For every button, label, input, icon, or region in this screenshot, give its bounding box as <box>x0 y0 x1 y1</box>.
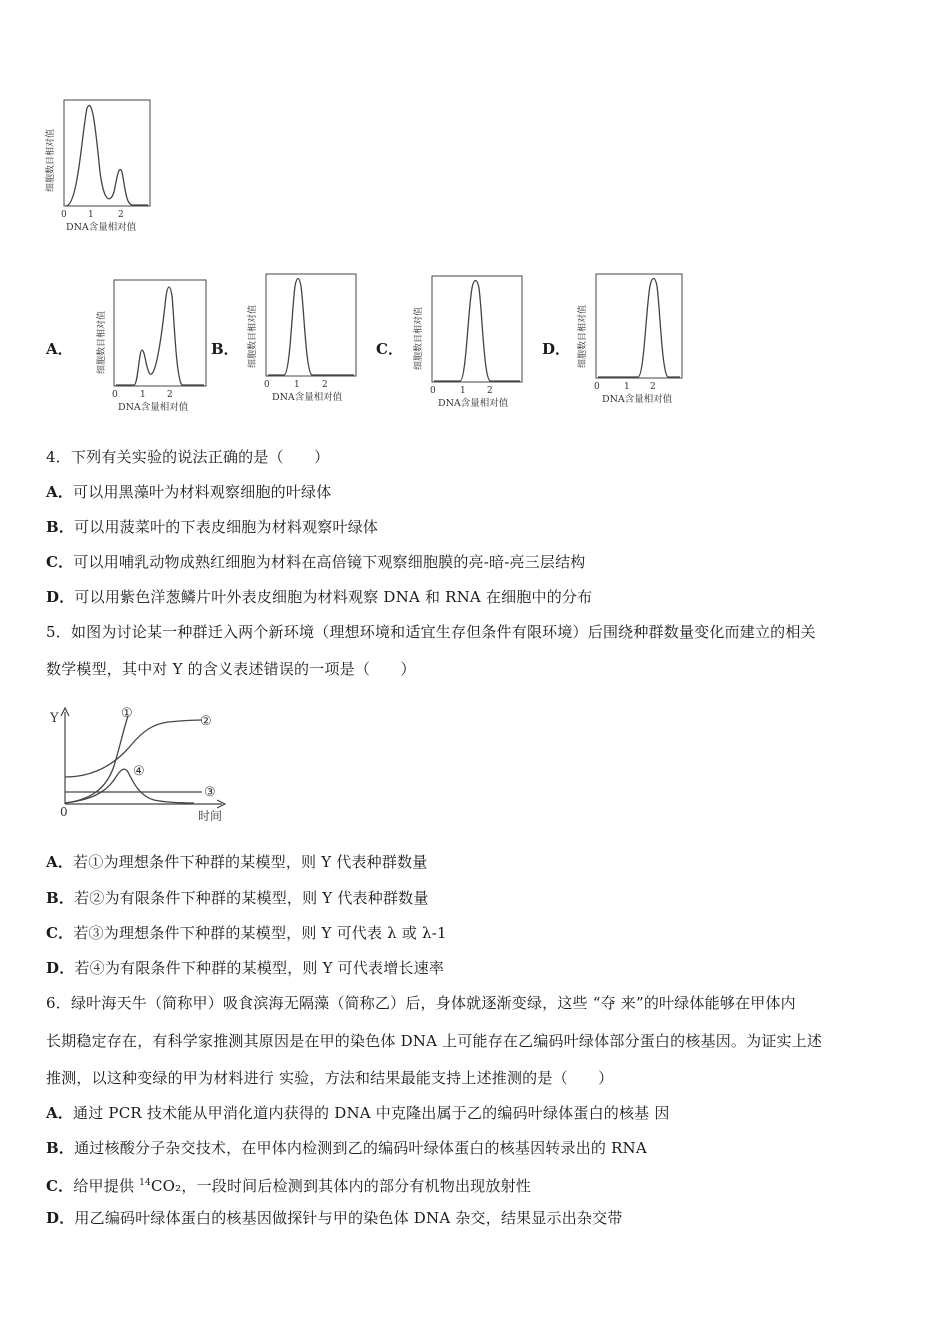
top-chart-tick-0: 0 <box>61 210 67 220</box>
q5-curve-label-3: ③ <box>204 785 216 800</box>
q6-stem-line1: 6．绿叶海天牛（简称甲）吸食滨海无隔藻（简称乙）后，身体就逐渐变绿，这些 “夺 来”的叶绿体能够在甲体内 <box>46 994 796 1012</box>
q6-option-c-superscript: 14 <box>139 1178 151 1188</box>
option-c-curve <box>434 281 520 382</box>
option-d-label: D． <box>542 340 571 358</box>
top-chart-xlabel: DNA含量相对值 <box>66 222 137 233</box>
top-dna-histogram <box>40 92 170 242</box>
option-c-frame <box>432 276 522 382</box>
q5-stem-line2: 数学模型，其中对 Y 的含义表述错误的一项是（ ） <box>46 660 416 678</box>
option-d-tick-0: 0 <box>594 382 600 392</box>
option-c-xlabel: DNA含量相对值 <box>438 398 509 409</box>
option-c-label: C． <box>376 340 403 358</box>
q5-graph-ylabel: Y <box>50 711 59 726</box>
option-d-tick-1: 1 <box>624 382 630 392</box>
option-d-xlabel: DNA含量相对值 <box>602 394 673 405</box>
top-chart-tick-1: 1 <box>88 210 94 220</box>
top-chart-ylabel: 细胞数目相对值 <box>46 128 56 192</box>
option-c-ylabel: 细胞数目相对值 <box>414 306 424 370</box>
option-a-xlabel: DNA含量相对值 <box>118 402 189 413</box>
q5-curve-1 <box>65 716 128 803</box>
option-b-tick-0: 0 <box>264 380 270 390</box>
q5-option-c: C．若③为理想条件下种群的某模型，则 Y 可代表 λ 或 λ-1 <box>46 924 447 942</box>
top-chart-curve <box>66 105 148 206</box>
q4-option-c: C．可以用哺乳动物成熟红细胞为材料在高倍镜下观察细胞膜的亮-暗-亮三层结构 <box>46 553 586 571</box>
q6-option-a: A．通过 PCR 技术能从甲消化道内获得的 DNA 中克隆出属于乙的编码叶绿体蛋白的核基 因 <box>46 1104 670 1122</box>
q6-stem-line2: 长期稳定存在，有科学家推测其原因是在甲的染色体 DNA 上可能存在乙编码叶绿体部分蛋白的核基因。为证实上述 <box>46 1032 823 1050</box>
option-a-curve <box>116 287 204 385</box>
q5-option-a: A．若①为理想条件下种群的某模型，则 Y 代表种群数量 <box>46 853 428 871</box>
option-a-tick-1: 1 <box>140 390 146 400</box>
option-c-histogram <box>410 270 530 410</box>
option-a-label: A． <box>46 340 73 358</box>
q6-option-d: D．用乙编码叶绿体蛋白的核基因做探针与甲的染色体 DNA 杂交，结果显示出杂交带 <box>46 1209 623 1227</box>
option-b-xlabel: DNA含量相对值 <box>272 392 343 403</box>
option-b-ylabel: 细胞数目相对值 <box>248 304 258 368</box>
option-c-tick-1: 1 <box>460 386 466 396</box>
option-a-histogram <box>90 274 220 419</box>
q5-curve-label-4: ④ <box>133 764 145 779</box>
option-a-ylabel: 细胞数目相对值 <box>97 310 107 374</box>
q5-curve-label-2: ② <box>200 714 212 729</box>
q6-option-b: B．通过核酸分子杂交技术，在甲体内检测到乙的编码叶绿体蛋白的核基因转录出的 RNA <box>46 1139 647 1157</box>
q5-graph-origin: 0 <box>60 805 68 819</box>
option-d-histogram <box>574 268 694 408</box>
q5-option-d: D．若④为有限条件下种群的某模型，则 Y 可代表增长速率 <box>46 959 445 977</box>
option-a-frame <box>114 280 206 386</box>
q4-option-d: D．可以用紫色洋葱鳞片叶外表皮细胞为材料观察 DNA 和 RNA 在细胞中的分布 <box>46 588 593 606</box>
q5-population-graph <box>44 700 244 830</box>
option-b-label: B． <box>211 340 239 358</box>
q5-graph-xlabel: 时间 <box>198 809 223 823</box>
q4-stem: 4．下列有关实验的说法正确的是（ ） <box>46 448 330 466</box>
option-b-curve <box>268 279 354 376</box>
option-c-tick-2: 2 <box>487 386 493 396</box>
option-d-frame <box>596 274 682 378</box>
option-b-frame <box>266 274 356 376</box>
option-a-tick-0: 0 <box>112 390 118 400</box>
q5-curve-label-1: ① <box>121 706 133 721</box>
option-c-tick-0: 0 <box>430 386 436 396</box>
q6-option-c: C．给甲提供 $^{14}$CO₂，一段时间后检测到其体内的部分有机物出现放射性 <box>46 1177 531 1195</box>
option-d-curve <box>598 279 680 378</box>
top-chart-frame <box>64 100 150 206</box>
q5-stem-line1: 5．如图为讨论某一种群迁入两个新环境（理想环境和适宜生存但条件有限环境）后围绕种群数量变化而建立的相关 <box>46 623 816 641</box>
option-d-tick-2: 2 <box>650 382 656 392</box>
option-b-tick-2: 2 <box>322 380 328 390</box>
top-chart-tick-2: 2 <box>118 210 124 220</box>
q6-stem-line3: 推测，以这种变绿的甲为材料进行 实验，方法和结果最能支持上述推测的是（ ） <box>46 1069 614 1087</box>
q4-option-a: A．可以用黑藻叶为材料观察细胞的叶绿体 <box>46 483 332 501</box>
option-d-ylabel: 细胞数目相对值 <box>578 304 588 368</box>
option-b-histogram <box>244 268 364 408</box>
option-a-tick-2: 2 <box>167 390 173 400</box>
option-b-tick-1: 1 <box>294 380 300 390</box>
q4-option-b: B．可以用菠菜叶的下表皮细胞为材料观察叶绿体 <box>46 518 379 536</box>
q5-option-b: B．若②为有限条件下种群的某模型，则 Y 代表种群数量 <box>46 889 429 907</box>
